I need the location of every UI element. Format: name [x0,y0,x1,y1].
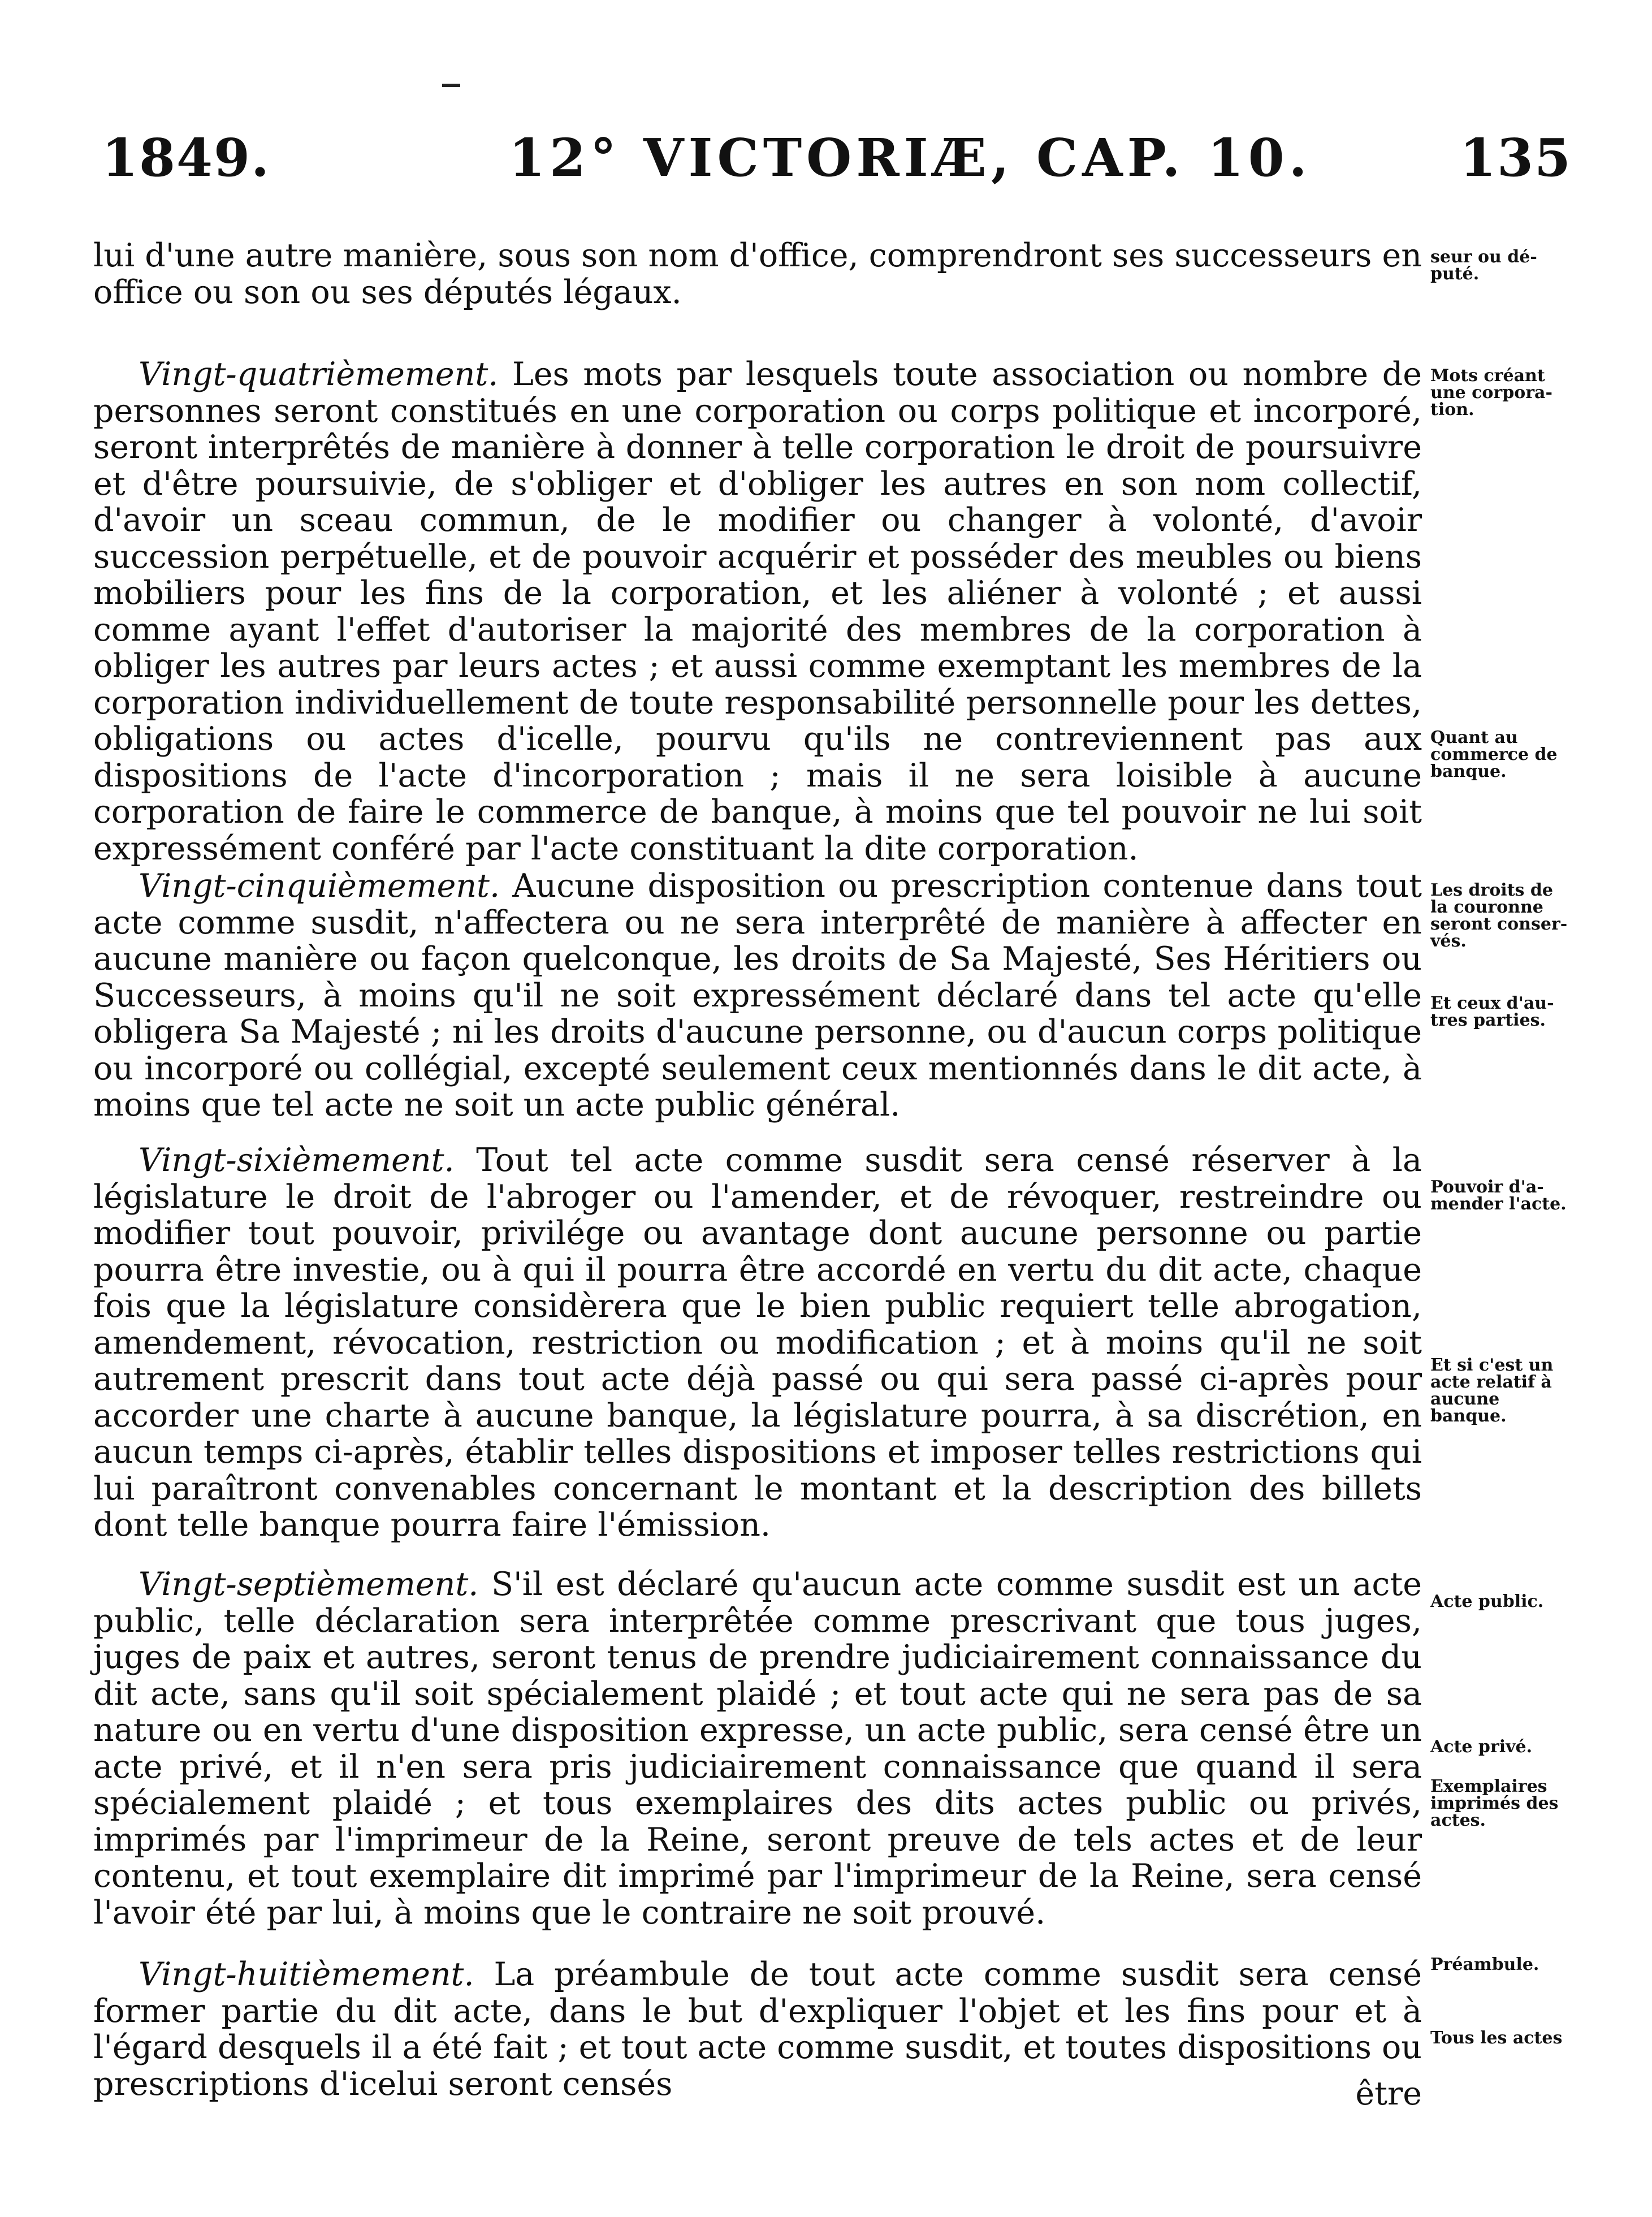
paragraph-text: S'il est déclaré qu'aucun acte comme susdit est un acte public, telle déclaration sera interprêtée comme prescrivant que tous juges, juges de paix et autres, seront tenus de prendre judiciairement connaissance du dit acte, sans qu'il soit spécialement plaidé ; et tout acte qui ne sera pas de sa nature ou en vertu d'une disposition expresse, un acte public, sera censé être un acte privé, et il n'en sera pris judiciairement connaissance que quand il sera spécialement plaidé ; et tous exemplaires des dits actes public ou privés, imprimés par l'imprimeur de la Reine, seront preuve de tels actes et de leur contenu, et tout exemplaire dit imprimé par l'imprimeur de la Reine, sera censé l'avoir été par lui, à moins que le contraire ne soit prouvé. [93,1566,1422,1931]
margin-note: seur ou dé- puté. [1430,247,1537,284]
paragraph-text: Aucune disposition ou prescription contenue dans tout acte comme susdit, n'affectera ou ne sera interprêté de manière à affecter en aucune manière ou façon quelconque, les droits de Sa Majesté, Ses Héritiers ou Successeurs, à moins qu'il ne soit expressément déclaré dans tel acte qu'elle obligera Sa Majesté ; ni les droits d'aucune personne, ou d'aucun corps politique ou incorporé ou collégial, excepté seulement ceux mentionnés dans le dit acte, à moins que tel acte ne soit un acte public général. [93,867,1422,1123]
margin-note: Et ceux d'au- tres parties. [1430,993,1554,1030]
running-header [90,127,1589,195]
paragraph-text: Tout tel acte comme susdit sera censé réserver à la législature le droit de l'abroger ou l'amender, et de révoquer, restreindre ou modifier tout pouvoir, privilége ou avantage dont aucune personne ou partie pourra être investie, ou à qui il pourra être accordé en vertu du dit acte, chaque fois que la législature considèrera que le bien public requiert telle abrogation, amendement, révocation, restriction ou modification ; et à moins qu'il ne soit autrement prescrit dans tout acte déjà passé ou qui sera passé ci-après pour accorder une charte à aucune banque, la législature pourra, à sa discrétion, en aucun temps ci-après, établir telles dispositions et imposer telles restrictions qui lui paraîtront convenables concernant le montant et la description des billets dont telle banque pourra faire l'émission. [93,1142,1422,1544]
paragraph-text: La préambule de tout acte comme susdit sera censé former partie du dit acte, dans le but d'expliquer l'objet et les fins pour et à l'égard desquels il a été fait ; et tout acte comme susdit, et toutes dispositions ou prescriptions d'icelui seront censés [93,1956,1422,2103]
margin-note: Mots créant une corpora- tion. [1430,366,1552,420]
paragraph-continuation [93,237,1422,310]
margin-note: Préambule. [1430,1955,1539,1974]
paragraph-28 [93,1956,1422,2102]
paragraph-lead: Vingt-septièmement. [139,1566,479,1603]
paragraph-25 [93,868,1422,1123]
margin-note: Les droits de la couronne seront conser- vés. [1430,880,1568,951]
margin-note: Tous les actes [1430,2028,1563,2048]
paragraph-lead: Vingt-cinquièmement. [139,867,500,905]
margin-note: Pouvoir d'a- mender l'acte. [1430,1177,1567,1214]
paragraph-24 [93,356,1422,867]
paragraph-27 [93,1566,1422,1931]
margin-note: Acte privé. [1430,1737,1533,1757]
paragraph-text: lui d'une autre manière, sous son nom d'office, comprendront ses successeurs en office ou son ou ses députés légaux. [93,237,1422,311]
margin-note: Quant au commerce de banque. [1430,728,1558,781]
page-number: 135 [1459,127,1572,188]
margin-note: Acte public. [1430,1592,1544,1611]
paragraph-lead: Vingt-quatrièmement. [139,356,499,393]
paragraph-text: Les mots par lesquels toute association ou nombre de personnes seront constitués en une corporation ou corps politique et incorporé, seront interprêtés de manière à donner à telle corporation le droit de poursuivre et d'être poursuivie, de s'obliger et d'obliger les autres en son nom collectif, d'avoir un sceau commun, de le modifier ou changer à volonté, d'avoir succession perpétuelle, et de pouvoir acquérir et posséder des meubles ou biens mobiliers pour les fins de la corporation, et les aliéner à volonté ; et aussi comme ayant l'effet d'autoriser la majorité des membres de la corporation à obliger les autres par leurs actes ; et aussi comme exemptant les membres de la corporation individuellement de toute responsabilité personnelle pour les dettes, obligations ou actes d'icelle, pourvu qu'ils ne contreviennent pas aux dispositions de l'acte d'incorporation ; mais il ne sera loisible à aucune corporation de faire le commerce de banque, à moins que tel pouvoir ne lui soit expressément conféré par l'acte constituant la dite corporation. [93,356,1422,867]
header-year: 1849. [102,127,271,188]
header-dash [442,84,460,87]
header-title: 12° VICTORIÆ, CAP. 10. [509,127,1312,188]
paragraph-lead: Vingt-huitièmement. [139,1956,474,1993]
catchword: être [1355,2075,1422,2112]
paragraph-26 [93,1142,1422,1544]
margin-note: Exemplaires imprimés des actes. [1430,1777,1559,1830]
paragraph-lead: Vingt-sixièmement. [139,1142,455,1179]
margin-note: Et si c'est un acte relatif à aucune banque. [1430,1355,1554,1426]
